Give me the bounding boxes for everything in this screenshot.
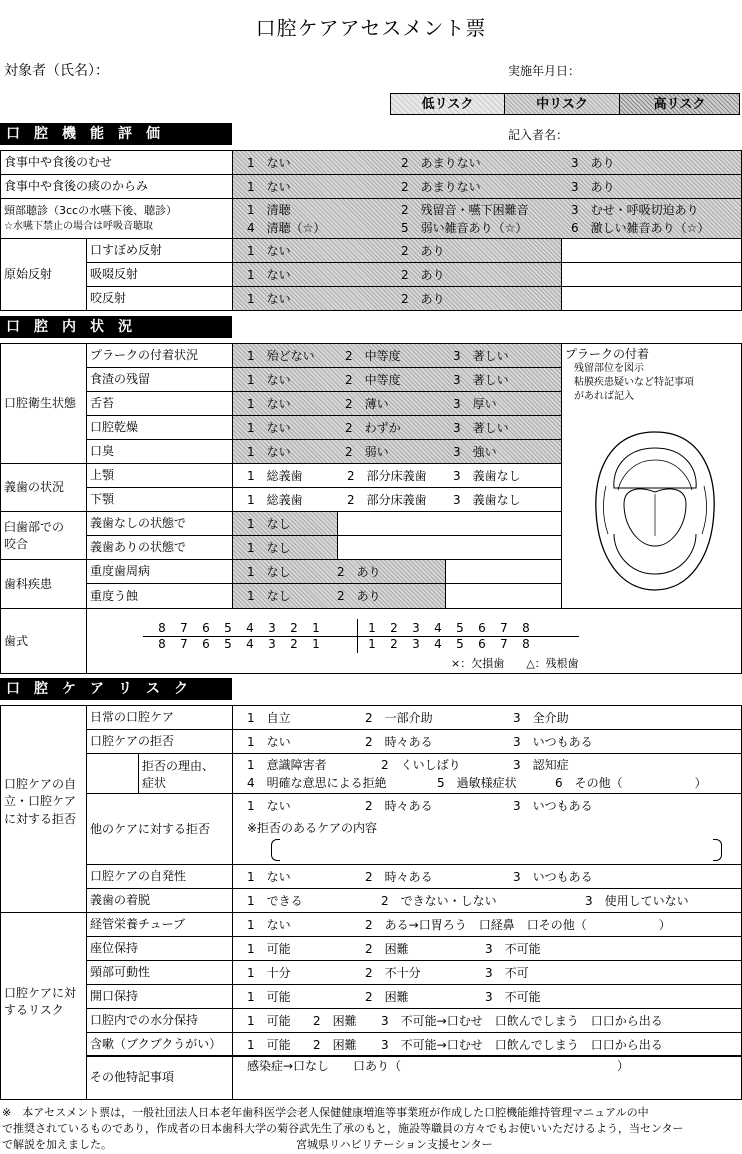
option[interactable]: 6 その他（ ）: [555, 776, 707, 790]
row-options-gargle: [232, 1032, 742, 1057]
upper-left-teeth: [361, 621, 537, 635]
tooth-number[interactable]: 3: [412, 637, 420, 651]
option[interactable]: 3 著しい: [453, 349, 509, 363]
group-label-care-risk: [0, 912, 87, 1100]
lower-right-teeth: [151, 637, 327, 651]
formula-legend: ×：欠損歯 △：残根歯: [451, 657, 579, 670]
option[interactable]: 3 強い: [453, 445, 497, 459]
row-label-other-refusal: 他のケアに対する拒否: [86, 793, 233, 865]
option[interactable]: 1 ない: [247, 397, 291, 411]
group-label-care-independence: [0, 705, 87, 913]
option[interactable]: 3 著しい: [453, 421, 509, 435]
row-options-water-hold: [232, 1008, 742, 1033]
tooth-number[interactable]: 6: [478, 637, 486, 651]
option[interactable]: 2 時々ある: [365, 735, 433, 749]
option[interactable]: 1 自立: [247, 711, 291, 725]
tooth-number[interactable]: 1: [368, 621, 376, 635]
refusal-content-input[interactable]: [281, 839, 711, 859]
row-options-hygiene: [232, 367, 562, 392]
tooth-number[interactable]: 7: [180, 637, 188, 651]
option[interactable]: 3 著しい: [453, 373, 509, 387]
row-options-tube: [232, 912, 742, 937]
option[interactable]: 1 ない: [247, 244, 291, 258]
option[interactable]: 1 ない: [247, 268, 291, 282]
tooth-number[interactable]: 6: [478, 621, 486, 635]
option[interactable]: 1 可能: [247, 1038, 291, 1052]
plaque-note-3: があれば記入: [574, 391, 634, 402]
tooth-number[interactable]: 3: [268, 637, 276, 651]
row-label-periodontal: 重度歯周病: [86, 559, 233, 584]
tooth-number[interactable]: 1: [312, 637, 320, 651]
option[interactable]: 1 ない: [247, 735, 291, 749]
row-label-daily-care: 日常の口腔ケア: [86, 705, 233, 730]
row-label-water-hold: 口腔内での水分保持: [86, 1008, 233, 1033]
option[interactable]: 1 清聴: [247, 203, 291, 217]
section-oral-function: 口 腔 機 能 評 価: [0, 123, 232, 145]
option[interactable]: 1 なし: [247, 517, 291, 531]
option[interactable]: 3 厚い: [453, 397, 497, 411]
option[interactable]: 2 できない・しない: [381, 894, 497, 908]
row-options-periodontal: [232, 559, 446, 584]
option[interactable]: 3 あり: [571, 156, 615, 170]
page-title: 口腔ケアアセスメント票: [255, 16, 487, 40]
option[interactable]: 2 残留音・嚥下困難音: [401, 203, 529, 217]
row-label-mouth-open: 開口保持: [86, 984, 233, 1009]
row-options-spontaneity: [232, 864, 742, 889]
tooth-number[interactable]: 8: [158, 637, 166, 651]
option[interactable]: 1 ない: [247, 918, 291, 932]
tooth-number[interactable]: 8: [522, 621, 530, 635]
tooth-number[interactable]: 3: [268, 621, 276, 635]
tooth-number[interactable]: 8: [158, 621, 166, 635]
option[interactable]: 4 清聴（☆）: [247, 221, 326, 235]
option[interactable]: 1 可能: [247, 1014, 291, 1028]
upper-right-teeth: [151, 621, 327, 635]
row-label-hygiene: プラークの付着状況: [86, 343, 233, 368]
row-options-lower-jaw: [232, 487, 562, 512]
hygiene-label-text: 口腔衛生状態: [4, 396, 77, 411]
tooth-number[interactable]: 7: [500, 637, 508, 651]
tooth-number[interactable]: 1: [312, 621, 320, 635]
group-label-care-risk-text: 口腔ケアに対するリスク: [4, 986, 77, 1018]
empty-cell: [561, 238, 742, 263]
empty-cell: [337, 511, 562, 536]
row-label-upper-jaw: 上顎: [86, 463, 233, 488]
option[interactable]: 2 あり: [337, 565, 381, 579]
footer-line-2: で推奨されているものであり，作成者の日本歯科大学の菊谷武先生了承のもと，施設等職員の方々でもお使いいただけるよう，当センター: [2, 1122, 684, 1135]
tooth-number[interactable]: 5: [224, 637, 232, 651]
option[interactable]: 1 できる: [247, 894, 303, 908]
tooth-number[interactable]: 4: [434, 621, 442, 635]
row-options-care-refusal: [232, 729, 742, 754]
row-label-cervical: [0, 198, 233, 239]
option[interactable]: 1 ない: [247, 373, 291, 387]
option[interactable]: 3 義歯なし: [453, 493, 521, 507]
reason-label-1: 拒否の理由、: [142, 759, 215, 773]
option[interactable]: 3 いつもある: [513, 870, 593, 884]
option[interactable]: 1 なし: [247, 541, 291, 555]
risk-low: 低リスク: [390, 93, 505, 115]
option[interactable]: 2 あり: [337, 589, 381, 603]
row-label-hygiene: 口臭: [86, 439, 233, 464]
option[interactable]: 3 使用していない: [585, 894, 689, 908]
tooth-number[interactable]: 8: [522, 637, 530, 651]
row-label-care-refusal: 口腔ケアの拒否: [86, 729, 233, 754]
empty-cell: [445, 583, 562, 609]
row-label-lip-pursing: 口すぼめ反射: [86, 238, 233, 263]
row-options-hygiene: [232, 415, 562, 440]
option[interactable]: 1 ない: [247, 799, 291, 813]
row-options-other-refusal: [232, 793, 742, 865]
option[interactable]: 3 不可能: [485, 942, 541, 956]
option[interactable]: 3 義歯なし: [453, 469, 521, 483]
row-label-occl-no-denture: 義歯なしの状態で: [86, 511, 233, 536]
option[interactable]: 4 明確な意思による拒絶: [247, 776, 387, 790]
option[interactable]: 2 時々ある: [365, 799, 433, 813]
option[interactable]: 2 困難: [313, 1014, 357, 1028]
empty-cell: [337, 535, 562, 560]
row-options-hygiene: [232, 439, 562, 464]
tooth-number[interactable]: 5: [456, 621, 464, 635]
group-label-care-independence-text: 口腔ケアの自立・口腔ケアに対する拒否: [4, 777, 77, 826]
tooth-number[interactable]: 3: [412, 621, 420, 635]
row-options-daily-care: [232, 705, 742, 730]
option[interactable]: 1 なし: [247, 589, 291, 603]
row-options-biting: [232, 286, 562, 311]
empty-cell: [86, 753, 139, 794]
option[interactable]: 2 あり: [401, 244, 445, 258]
option[interactable]: 2 わずか: [345, 421, 401, 435]
row-label-phlegm: 食事中や食後の痰のからみ: [0, 174, 233, 199]
option[interactable]: 1 ない: [247, 180, 291, 194]
option[interactable]: 3 全介助: [513, 711, 569, 725]
formula-vertical-line: [357, 619, 358, 653]
option[interactable]: 6 激しい雑音あり（☆）: [571, 221, 710, 235]
tooth-number[interactable]: 2: [390, 621, 398, 635]
option[interactable]: 2 中等度: [345, 349, 401, 363]
row-options-denture-wear: [232, 888, 742, 913]
tooth-number[interactable]: 2: [390, 637, 398, 651]
tooth-number[interactable]: 6: [202, 637, 210, 651]
occlusion-label-2: 咬合: [4, 537, 29, 551]
option[interactable]: 2 一部介助: [365, 711, 433, 725]
disease-label: 歯科疾患: [0, 559, 87, 609]
row-label-sucking: 吸啜反射: [86, 262, 233, 287]
section-oral-care-risk: 口 腔 ケ ア リ ス ク: [0, 678, 232, 700]
risk-medium: 中リスク: [504, 93, 620, 115]
option[interactable]: 2 弱い: [345, 445, 389, 459]
tooth-number[interactable]: 7: [500, 621, 508, 635]
formula-horizontal-line: [143, 636, 579, 637]
dental-formula-label: 歯式: [0, 608, 87, 674]
cervical-label-1: 頸部聴診（3ccの水嚥下後、聴診）: [4, 204, 178, 217]
option[interactable]: 1 殆どない: [247, 349, 315, 363]
row-options-occl-no-denture: [232, 511, 338, 536]
tooth-number[interactable]: 5: [224, 621, 232, 635]
other-notes-field[interactable]: [232, 1055, 742, 1100]
option[interactable]: 1 ない: [247, 156, 291, 170]
infection-option[interactable]: 感染症→口なし 口あり（ ）: [247, 1059, 630, 1073]
option[interactable]: 1 可能: [247, 942, 291, 956]
row-label-meal-choking: 食事中や食後のむせ: [0, 150, 233, 175]
option[interactable]: 2 困難: [365, 990, 409, 1004]
tooth-number[interactable]: 1: [368, 637, 376, 651]
tooth-number[interactable]: 2: [290, 637, 298, 651]
option[interactable]: 3 不可能→口むせ 口飲んでしまう 口口から出る: [381, 1038, 663, 1052]
hygiene-label: [0, 343, 87, 464]
option[interactable]: 1 ない: [247, 445, 291, 459]
tooth-number[interactable]: 4: [434, 637, 442, 651]
empty-cell: [561, 286, 742, 311]
row-label-biting: 咬反射: [86, 286, 233, 311]
empty-cell: [561, 262, 742, 287]
plaque-note-1: 残留部位を図示: [574, 363, 644, 374]
row-label-tube: 経管栄養チューブ: [86, 912, 233, 937]
dental-formula-box[interactable]: [86, 608, 742, 674]
row-label-hygiene: 食渣の残留: [86, 367, 233, 392]
plaque-title: プラークの付着: [565, 347, 650, 361]
option[interactable]: 3 いつもある: [513, 735, 593, 749]
bracket-right: [713, 839, 722, 861]
option[interactable]: 1 可能: [247, 990, 291, 1004]
mouth-diagram: [590, 426, 720, 596]
tooth-number[interactable]: 4: [246, 621, 254, 635]
row-options-sucking: [232, 262, 562, 287]
option[interactable]: 1 十分: [247, 966, 291, 980]
row-options-caries: [232, 583, 446, 609]
row-options-reason: [232, 753, 742, 794]
empty-cell: [445, 559, 562, 584]
option[interactable]: 3 むせ・呼吸切迫あり: [571, 203, 699, 217]
risk-high: 高リスク: [619, 93, 740, 115]
option[interactable]: 3 不可能→口むせ 口飲んでしまう 口口から出る: [381, 1014, 663, 1028]
footer-line-3: で解説を加えました。: [2, 1138, 112, 1151]
recorder-label: 記入者名：: [508, 128, 569, 142]
row-options-cervical: [232, 198, 742, 239]
row-label-caries: 重度う蝕: [86, 583, 233, 609]
option[interactable]: 5 過敏様症状: [437, 776, 517, 790]
tooth-number[interactable]: 2: [290, 621, 298, 635]
option[interactable]: 2 あり: [401, 292, 445, 306]
row-label-hygiene: 舌苔: [86, 391, 233, 416]
row-options-hygiene: [232, 391, 562, 416]
option[interactable]: 2 薄い: [345, 397, 389, 411]
option[interactable]: 1 意識障害者: [247, 758, 327, 772]
option[interactable]: 2 あまりない: [401, 180, 481, 194]
option[interactable]: 3 いつもある: [513, 799, 593, 813]
bracket-left: [271, 839, 280, 861]
date-label: 実施年月日：: [508, 64, 581, 78]
option[interactable]: 2 くいしばり: [381, 758, 461, 772]
row-label-spontaneity: 口腔ケアの自発性: [86, 864, 233, 889]
row-options-neck: [232, 960, 742, 985]
plaque-note-2: 粘膜疾患疑いなど特記事項: [574, 377, 694, 388]
option[interactable]: 2 あまりない: [401, 156, 481, 170]
row-options-mouth-open: [232, 984, 742, 1009]
section-oral-condition: 口 腔 内 状 況: [0, 316, 232, 338]
option[interactable]: 2 中等度: [345, 373, 401, 387]
occlusion-label-1: 臼歯部での: [4, 520, 65, 534]
row-label-sitting: 座位保持: [86, 936, 233, 961]
option[interactable]: 2 時々ある: [365, 870, 433, 884]
row-label-occl-with-denture: 義歯ありの状態で: [86, 535, 233, 560]
footer-org: 宮城県リハビリテーション支援センター: [296, 1138, 493, 1151]
tooth-number[interactable]: 7: [180, 621, 188, 635]
option[interactable]: 3 不可能: [485, 990, 541, 1004]
option[interactable]: 1 ない: [247, 421, 291, 435]
tooth-number[interactable]: 5: [456, 637, 464, 651]
cervical-label-2: ☆水嚥下禁止の場合は呼吸音聴取: [4, 221, 153, 232]
option[interactable]: 1 ない: [247, 870, 291, 884]
footer-line-1: ※ 本アセスメント票は，一般社団法人日本老年歯科医学会老人保健健康増進等事業班が作成した口腔機能維持管理マニュアルの中: [2, 1106, 649, 1119]
option[interactable]: 3 不可: [485, 966, 529, 980]
option[interactable]: 2 ある→口胃ろう 口経鼻 口その他（ ）: [365, 918, 671, 932]
option[interactable]: 3 認知症: [513, 758, 569, 772]
lower-left-teeth: [361, 637, 537, 651]
option[interactable]: 2 あり: [401, 268, 445, 282]
row-options-occl-with-denture: [232, 535, 338, 560]
option[interactable]: 2 部分床義歯: [347, 493, 427, 507]
option[interactable]: 1 なし: [247, 565, 291, 579]
option[interactable]: 3 あり: [571, 180, 615, 194]
option[interactable]: 1 総義歯: [247, 493, 303, 507]
row-options-sitting: [232, 936, 742, 961]
option[interactable]: 5 弱い雑音あり（☆）: [401, 221, 528, 235]
option[interactable]: 1 ない: [247, 292, 291, 306]
tooth-number[interactable]: 4: [246, 637, 254, 651]
option[interactable]: 2 部分床義歯: [347, 469, 427, 483]
refusal-content-note: ※拒否のあるケアの内容: [247, 821, 378, 835]
row-label-denture-wear: 義歯の着脱: [86, 888, 233, 913]
primitive-reflex-label: 原始反射: [0, 238, 87, 311]
row-options-lip-pursing: [232, 238, 562, 263]
tooth-number[interactable]: 6: [202, 621, 210, 635]
row-options-upper-jaw: [232, 463, 562, 488]
option[interactable]: 1 総義歯: [247, 469, 303, 483]
row-label-gargle: 含嗽（ブクブクうがい）: [86, 1032, 233, 1057]
row-label-neck: 頸部可動性: [86, 960, 233, 985]
plaque-diagram-box[interactable]: [561, 343, 742, 609]
reason-label-2: 症状: [142, 776, 167, 790]
row-label-lower-jaw: 下顎: [86, 487, 233, 512]
row-label-other-notes: その他特記事項: [86, 1055, 233, 1100]
option[interactable]: 2 困難: [313, 1038, 357, 1052]
subject-name-label: 対象者（氏名）：: [4, 63, 109, 79]
row-options-meal-choking: [232, 150, 742, 175]
option[interactable]: 2 困難: [365, 942, 409, 956]
option[interactable]: 2 不十分: [365, 966, 421, 980]
row-options-hygiene: [232, 343, 562, 368]
denture-label: 義歯の状況: [0, 463, 87, 512]
occlusion-label: [0, 511, 87, 560]
row-options-phlegm: [232, 174, 742, 199]
row-label-hygiene: 口腔乾燥: [86, 415, 233, 440]
row-label-reason: [138, 753, 233, 794]
